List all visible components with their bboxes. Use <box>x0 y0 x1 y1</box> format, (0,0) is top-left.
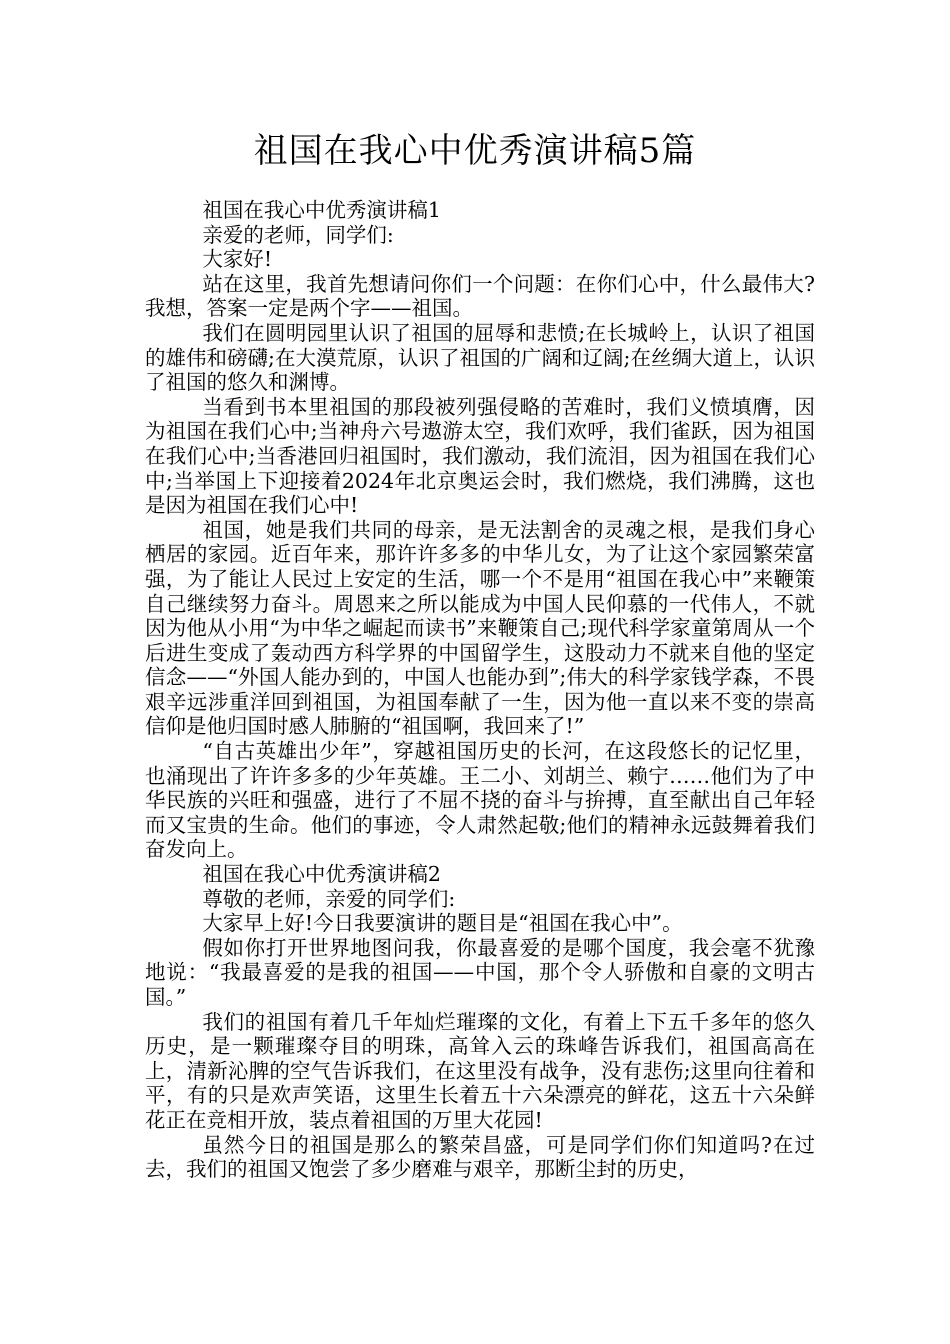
paragraph: 假如你打开世界地图问我，你最喜爱的是哪个国度，我会毫不犹豫地说：“我最喜爱的是我的祖国——中国，那个令人骄傲和自豪的文明古国。” <box>145 935 815 1009</box>
paragraph: 虽然今日的祖国是那么的繁荣昌盛，可是同学们你们知道吗?在过去，我们的祖国又饱尝了多少磨难与艰辛，那断尘封的历史， <box>145 1132 815 1182</box>
document-title: 祖国在我心中优秀演讲稿5篇 <box>253 131 697 171</box>
paragraph: 当看到书本里祖国的那段被列强侵略的苦难时，我们义愤填膺，因为祖国在我们心中;当神舟六号遨游太空，我们欢呼，我们雀跃，因为祖国在我们心中;当香港回归祖国时，我们激动，我们流泪，因为祖国在我们心中;当举国上下迎接着2024年北京奥运会时，我们燃烧，我们沸腾，这也是因为祖国在我们心中! <box>145 394 815 518</box>
salutation-2: 尊敬的老师，亲爱的同学们: <box>202 886 456 911</box>
salutation-1: 亲爱的老师，同学们: <box>202 222 394 247</box>
paragraph: 祖国，她是我们共同的母亲，是无法割舍的灵魂之根，是我们身心栖居的家园。近百年来，那许许多多的中华儿女，为了让这个家园繁荣富强，为了能让人民过上安定的生活，哪一个不是用“祖国在我心中”来鞭策自己继续努力奋斗。周恩来之所以能成为中国人民仰慕的一代伟人，不就因为他从小用“为中华之崛起而读书”来鞭策自己;现代科学家童第周从一个后进生变成了轰动西方科学界的中国留学生，这股动力不就来自他的坚定信念——“外国人能办到的，中国人也能办到”;伟大的科学家钱学森，不畏艰辛远涉重洋回到祖国，为祖国奉献了一生，因为他一直以来不变的崇高信仰是他归国时感人肺腑的“祖国啊，我回来了!” <box>145 517 815 739</box>
paragraph: “自古英雄出少年”，穿越祖国历史的长河，在这段悠长的记忆里，也涌现出了许许多多的少年英雄。王二小、刘胡兰、赖宁……他们为了中华民族的兴旺和强盛，进行了不屈不挠的奋斗与拚搏，直至献出自己年轻而又宝贵的生命。他们的事迹，令人肃然起敬;他们的精神永远鼓舞着我们奋发向上。 <box>145 739 815 862</box>
greeting-2: 大家早上好!今日我要演讲的题目是“祖国在我心中”。 <box>202 911 683 936</box>
greeting-1: 大家好! <box>202 247 273 272</box>
document-body <box>145 198 815 1182</box>
section-heading-2: 祖国在我心中优秀演讲稿2 <box>202 862 441 887</box>
section-heading-1: 祖国在我心中优秀演讲稿1 <box>202 198 441 222</box>
paragraph: 我们在圆明园里认识了祖国的屈辱和悲愤;在长城岭上，认识了祖国的雄伟和磅礴;在大漠荒原，认识了祖国的广阔和辽阔;在丝绸大道上，认识了祖国的悠久和渊博。 <box>145 320 815 395</box>
paragraph: 站在这里，我首先想请问你们一个问题：在你们心中，什么最伟大?我想，答案一定是两个字——祖国。 <box>145 271 815 321</box>
paragraph: 我们的祖国有着几千年灿烂璀璨的文化，有着上下五千多年的悠久历史，是一颗璀璨夺目的明珠，高耸入云的珠峰告诉我们，祖国高高在上，清新沁脾的空气告诉我们，在这里没有战争，没有悲伤;这里向往着和平，有的只是欢声笑语，这里生长着五十六朵漂亮的鲜花，这五十六朵鲜花正在竞相开放，装点着祖国的万里大花园! <box>145 1009 815 1132</box>
